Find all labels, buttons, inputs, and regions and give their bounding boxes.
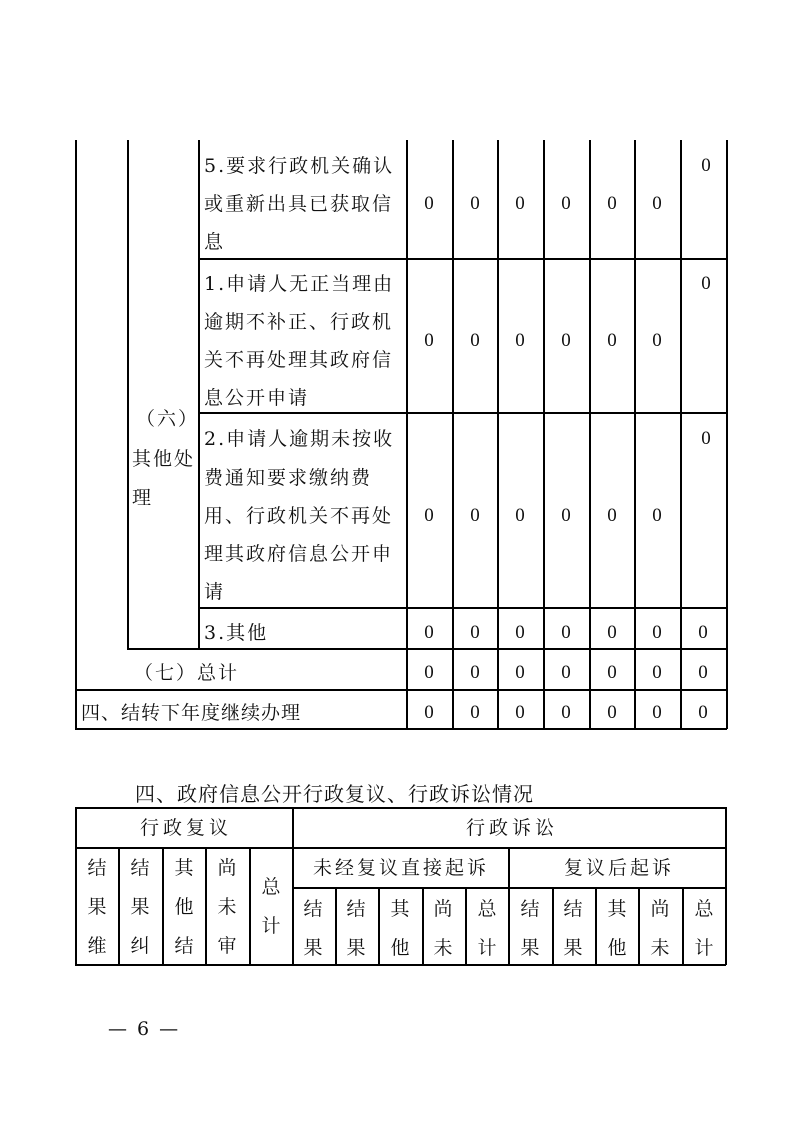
cell-value: 0	[470, 193, 480, 214]
after-col-pending: 尚未	[650, 898, 670, 959]
cell-value: 0	[515, 193, 525, 214]
cell-value: 0	[561, 622, 571, 643]
cell-total: 0	[701, 428, 711, 449]
direct-col-pending: 尚未	[433, 898, 453, 959]
cell-value: 0	[470, 622, 480, 643]
cell-value: 0	[424, 330, 434, 351]
cell-value: 0	[470, 662, 480, 683]
cell-value: 0	[652, 505, 662, 526]
admin-litigation-header: 行政诉讼	[466, 817, 559, 839]
cell-value: 0	[424, 505, 434, 526]
after-review-header: 复议后起诉	[564, 857, 675, 879]
cell-value: 0	[424, 622, 434, 643]
cell-value: 0	[424, 193, 434, 214]
cell-value: 0	[607, 330, 617, 351]
cell-value: 0	[515, 505, 525, 526]
row-7-label: （七）总计	[134, 662, 240, 684]
cell-value: 0	[607, 662, 617, 683]
cell-value: 0	[515, 622, 525, 643]
cell-value: 0	[607, 702, 617, 723]
cell-value: 0	[470, 702, 480, 723]
cell-value: 0	[698, 702, 708, 723]
cell-value: 0	[652, 662, 662, 683]
cell-value: 0	[607, 505, 617, 526]
review-col-total: 总计	[261, 876, 281, 937]
cell-value: 0	[652, 702, 662, 723]
row-6-3-label: 3.其他	[204, 622, 269, 644]
review-col-corrected: 结果纠	[130, 857, 150, 957]
section-title: 四、政府信息公开行政复议、行政诉讼情况	[135, 782, 534, 806]
review-col-other: 其他结	[174, 857, 194, 957]
cell-value: 0	[561, 702, 571, 723]
after-col-corrected: 结果	[563, 898, 583, 959]
cell-value: 0	[515, 702, 525, 723]
cell-total: 0	[701, 155, 711, 176]
direct-col-other: 其他	[390, 898, 410, 959]
after-col-total: 总计	[694, 898, 714, 959]
cell-value: 0	[652, 193, 662, 214]
after-col-maintained: 结果	[520, 898, 540, 959]
cell-value: 0	[561, 505, 571, 526]
cell-value: 0	[607, 622, 617, 643]
direct-col-total: 总计	[477, 898, 497, 959]
cell-value: 0	[424, 702, 434, 723]
cell-value: 0	[515, 330, 525, 351]
cell-value: 0	[561, 662, 571, 683]
cell-value: 0	[698, 662, 708, 683]
row-carryover-label: 四、结转下年度继续办理	[81, 702, 302, 724]
cell-value: 0	[652, 622, 662, 643]
cell-value: 0	[698, 622, 708, 643]
direct-suit-header: 未经复议直接起诉	[313, 857, 490, 879]
cell-total: 0	[701, 273, 711, 294]
direct-col-corrected: 结果	[346, 898, 366, 959]
cell-value: 0	[424, 662, 434, 683]
direct-col-maintained: 结果	[303, 898, 323, 959]
review-col-maintained: 结果维	[87, 857, 107, 957]
cell-value: 0	[561, 330, 571, 351]
cell-value: 0	[607, 193, 617, 214]
cell-value: 0	[652, 330, 662, 351]
review-col-pending: 尚未审	[217, 857, 237, 957]
admin-review-header: 行政复议	[140, 817, 233, 839]
cell-value: 0	[515, 662, 525, 683]
after-col-other: 其他	[607, 898, 627, 959]
cell-value: 0	[470, 505, 480, 526]
cell-value: 0	[470, 330, 480, 351]
page-number: — 6 —	[108, 1018, 181, 1040]
cell-value: 0	[561, 193, 571, 214]
